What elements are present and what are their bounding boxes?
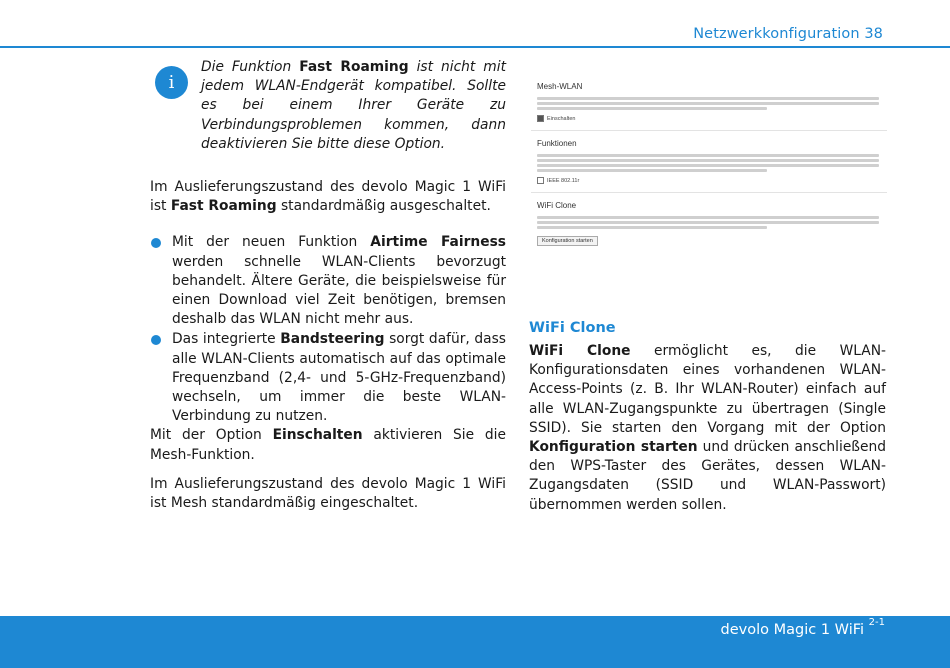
list-item: Das integrierte Bandsteering sorgt dafür, dass alle WLAN-Clients automatisch auf das optimale Frequenzband (2,4- und 5-GHz-Frequenzband) wechseln, um immer die beste WLAN-Verbindung zu nutzen. — [150, 330, 506, 426]
paragraph-einschalten: Mit der Option Einschalten aktivieren Sie die Mesh-Funktion. — [150, 427, 506, 463]
footer-product: devolo Magic 1 WiFi $^{2-1}$ — [720, 617, 885, 638]
right-column — [529, 320, 886, 515]
text-line — [537, 107, 767, 110]
paragraph-mesh-default: Im Auslieferungszustand des devolo Magic 1 WiFi ist Mesh standardmäßig eingeschaltet. — [150, 475, 506, 512]
start-configuration-button[interactable]: Konfiguration starten — [537, 236, 598, 246]
text-line — [537, 154, 879, 157]
left-column — [150, 58, 506, 513]
bullet-icon — [151, 335, 161, 345]
funktionen-title: Funktionen — [537, 139, 577, 148]
settings-screenshot — [531, 74, 887, 310]
text-line — [537, 159, 879, 162]
footer-version: 2-1 — [868, 617, 885, 628]
divider — [531, 130, 887, 131]
bullet-icon — [151, 238, 161, 248]
paragraph-fast-roaming: Im Auslieferungszustand des devolo Magic 1 WiFi ist Fast Roaming standardmäßig ausgeschaltet. — [150, 179, 506, 215]
mesh-checkbox[interactable]: Einschalten — [537, 115, 887, 122]
header-rule — [0, 46, 950, 48]
divider — [531, 192, 887, 193]
text-line — [537, 216, 879, 219]
info-note — [150, 58, 506, 154]
wifi-clone-heading: WiFi Clone — [529, 320, 616, 336]
wifi-clone-paragraph: WiFi Clone ermöglicht es, die WLAN-Konfigurationsdaten eines vorhandenen WLAN-Access-Points (z. B. Ihr WLAN-Router) einfach auf alle WLAN-Zugangspunkte zu übertragen (Single SSID). Sie starten den Vorgang mit der Option Konfiguration starten und drücken anschließend den WPS-Taster des Gerätes, dessen WLAN-Zugangsdaten (SSID und WLAN-Passwort) übernommen werden sollen. — [529, 343, 886, 513]
text-line — [537, 97, 879, 100]
text-line — [537, 164, 879, 167]
text-line — [537, 221, 879, 224]
text-line — [537, 226, 767, 229]
mesh-wlan-title: Mesh-WLAN — [537, 82, 583, 91]
info-icon: i — [155, 66, 188, 99]
text-line — [537, 169, 767, 172]
text-line — [537, 102, 879, 105]
checkbox-icon — [537, 115, 544, 122]
checkbox-icon — [537, 177, 544, 184]
running-header: Netzwerkkonfiguration 38 — [693, 26, 883, 42]
list-item: Mit der neuen Funktion Airtime Fairness werden schnelle WLAN-Clients bevorzugt behandelt. Ältere Geräte, die beispielsweise für einen Download viel Zeit benötigen, bremsen deshalb das WLAN nicht mehr aus. — [150, 233, 506, 329]
feature-list — [150, 233, 506, 426]
note-text: Die Funktion Fast Roaming ist nicht mit jedem WLAN-Endgerät kompatibel. Sollte es bei einem Ihrer Geräte zu Verbindungsproblemen kommen, dann deaktivieren Sie bitte diese Option. — [201, 59, 506, 152]
ieee-checkbox[interactable]: IEEE 802.11r — [537, 177, 887, 184]
footer-bar — [0, 616, 950, 668]
wifi-clone-title: WiFi Clone — [537, 201, 577, 210]
